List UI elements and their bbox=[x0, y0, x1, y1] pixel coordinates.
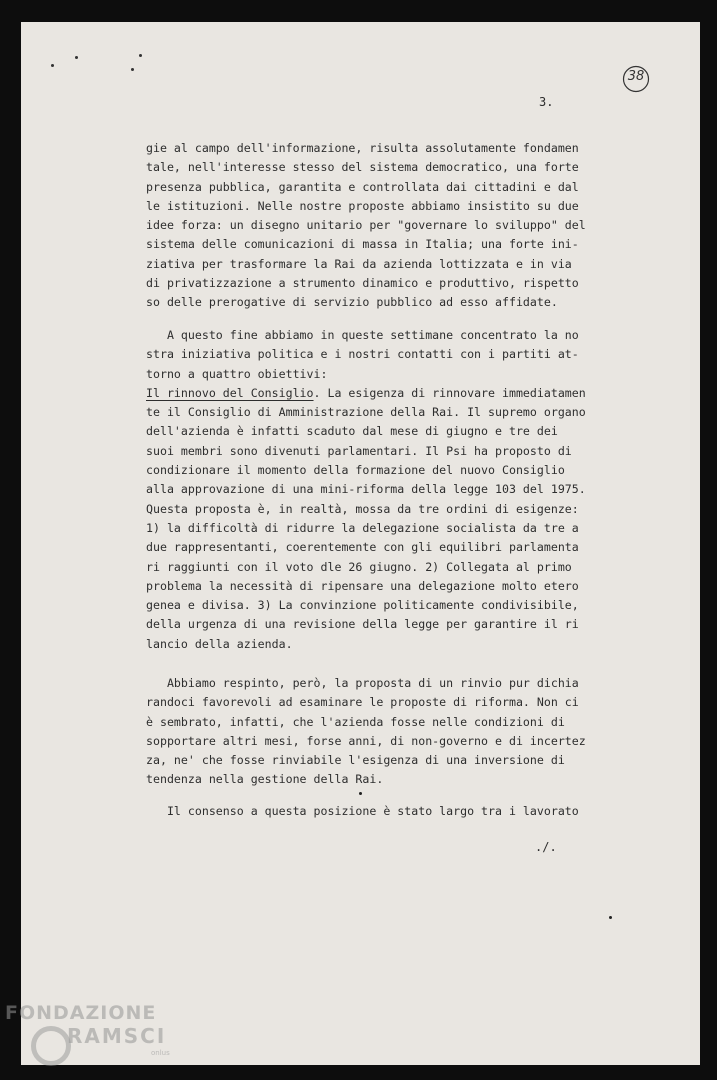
text-line: za, ne' che fosse rinviabile l'esigenza di una inversione di bbox=[146, 753, 565, 768]
text-line: suoi membri sono divenuti parlamentari. Il Psi ha proposto di bbox=[146, 443, 572, 458]
ink-dot bbox=[359, 792, 362, 795]
text-line: gie al campo dell'informazione, risulta assolutamente fondamen bbox=[146, 141, 579, 155]
text-line: ziativa per trasformare la Rai da azienda lottizzata e in via bbox=[146, 256, 572, 271]
text-line: stra iniziativa politica e i nostri contatti con i partiti at- bbox=[146, 347, 579, 362]
page-number: 3. bbox=[539, 95, 554, 109]
text-line: problema la necessità di ripensare una delegazione molto etero bbox=[146, 578, 579, 593]
folio-stamp bbox=[622, 65, 650, 93]
text-line: idee forza: un disegno unitario per "governare lo sviluppo" del bbox=[146, 218, 586, 233]
text-line: te il Consiglio di Amministrazione della Rai. Il supremo organo bbox=[146, 405, 586, 420]
watermark-onlus: onlus bbox=[151, 1049, 170, 1057]
text-line: dell'azienda è infatti scaduto dal mese di giugno e tre dei bbox=[146, 424, 558, 439]
text-line: ri raggiunti con il voto dle 26 giugno. 2) Collegata al primo bbox=[146, 559, 572, 574]
ink-dot bbox=[609, 916, 612, 919]
document-page bbox=[21, 22, 700, 1065]
text-line: sopportare altri mesi, forse anni, di non-governo e di incertez bbox=[146, 733, 586, 748]
text-line: Il consenso a questa posizione è stato largo tra i lavorato bbox=[146, 804, 579, 818]
text-line: della urgenza di una revisione della legge per garantire il ri bbox=[146, 617, 579, 632]
text-line: tale, nell'interesse stesso del sistema democratico, una forte bbox=[146, 160, 579, 175]
paragraph-3 bbox=[146, 674, 586, 790]
paragraph-2 bbox=[146, 326, 586, 654]
text-line: sistema delle comunicazioni di massa in Italia; una forte ini- bbox=[146, 237, 579, 252]
text-line: 1) la difficoltà di ridurre la delegazione socialista da tre a bbox=[146, 520, 579, 535]
archive-watermark bbox=[5, 1002, 170, 1057]
heading-line bbox=[146, 384, 586, 403]
folio-number: 38 bbox=[627, 69, 645, 84]
text-line: lancio della azienda. bbox=[146, 636, 293, 651]
text-line: torno a quattro obiettivi: bbox=[146, 366, 328, 381]
section-heading: Il rinnovo del Consiglio bbox=[146, 385, 314, 400]
watermark-gramsci: RAMSCI bbox=[67, 1024, 167, 1048]
text-line: due rappresentanti, coerentemente con gli equilibri parlamenta bbox=[146, 540, 579, 555]
text-line: A questo fine abbiamo in queste settimane concentrato la no bbox=[146, 328, 579, 342]
text-line: condizionare il momento della formazione del nuovo Consiglio bbox=[146, 463, 565, 478]
heading-rest: . La esigenza di rinnovare immediatamen bbox=[313, 385, 586, 400]
text-line: genea e divisa. 3) La convinzione politicamente condivisibile, bbox=[146, 598, 579, 613]
watermark-line1: FONDAZIONE bbox=[5, 1002, 157, 1024]
text-line: randoci favorevoli ad esaminare le proposte di riforma. Non ci bbox=[146, 695, 579, 710]
text-line: alla approvazione di una mini-riforma della legge 103 del 1975. bbox=[146, 482, 586, 497]
paragraph-1 bbox=[146, 139, 586, 313]
text-line: di privatizzazione a strumento dinamico e produttivo, rispetto bbox=[146, 276, 579, 291]
continuation-mark: ./. bbox=[535, 840, 557, 854]
text-line: tendenza nella gestione della Rai. bbox=[146, 772, 384, 787]
text-line: presenza pubblica, garantita e controllata dai cittadini e dal bbox=[146, 179, 579, 194]
text-line: le istituzioni. Nelle nostre proposte abbiamo insistito su due bbox=[146, 198, 579, 213]
paragraph-4 bbox=[146, 802, 579, 821]
text-line: so delle prerogative di servizio pubblico ad esso affidate. bbox=[146, 295, 558, 310]
text-line: è sembrato, infatti, che l'azienda fosse nelle condizioni di bbox=[146, 714, 565, 729]
text-line: Questa proposta è, in realtà, mossa da tre ordini di esigenze: bbox=[146, 501, 579, 516]
text-line: Abbiamo respinto, però, la proposta di un rinvio pur dichia bbox=[146, 676, 579, 690]
watermark-g-icon bbox=[31, 1026, 71, 1066]
